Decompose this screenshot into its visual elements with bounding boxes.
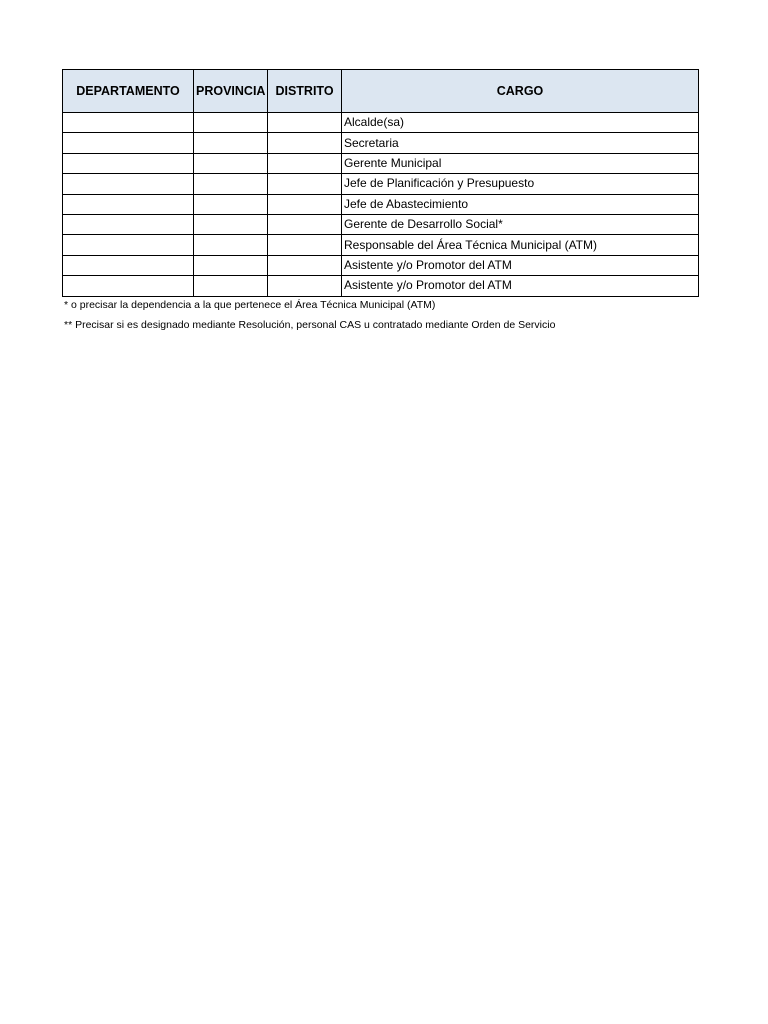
table-row [63,255,699,275]
cell-provincia[interactable] [194,194,268,214]
cell-distrito[interactable] [268,194,342,214]
header-provincia: PROVINCIA [194,70,268,113]
cell-departamento[interactable] [63,276,194,296]
table-header-row [63,70,699,113]
cell-departamento[interactable] [63,194,194,214]
table-row [63,174,699,194]
table-row [63,235,699,255]
cell-cargo[interactable]: Responsable del Área Técnica Municipal (ATM) [342,235,699,255]
cell-departamento[interactable] [63,255,194,275]
cell-provincia[interactable] [194,214,268,234]
cell-distrito[interactable] [268,235,342,255]
table-row [63,194,699,214]
cell-departamento[interactable] [63,214,194,234]
cell-departamento[interactable] [63,133,194,153]
header-distrito: DISTRITO [268,70,342,113]
cell-provincia[interactable] [194,113,268,133]
cell-distrito[interactable] [268,276,342,296]
header-cargo: CARGO [342,70,699,113]
table-row [63,153,699,173]
cell-departamento[interactable] [63,153,194,173]
cell-distrito[interactable] [268,153,342,173]
cell-cargo[interactable]: Asistente y/o Promotor del ATM [342,255,699,275]
cell-distrito[interactable] [268,214,342,234]
cell-cargo[interactable]: Jefe de Planificación y Presupuesto [342,174,699,194]
table-row [63,214,699,234]
cell-cargo[interactable]: Jefe de Abastecimiento [342,194,699,214]
cell-cargo[interactable]: Secretaria [342,133,699,153]
cell-provincia[interactable] [194,133,268,153]
cell-cargo[interactable]: Alcalde(sa) [342,113,699,133]
cell-provincia[interactable] [194,276,268,296]
footnote-dependencia: * o precisar la dependencia a la que pertenece el Área Técnica Municipal (ATM) [64,299,436,311]
cell-provincia[interactable] [194,235,268,255]
cell-provincia[interactable] [194,174,268,194]
table-row [63,133,699,153]
cell-departamento[interactable] [63,113,194,133]
cell-departamento[interactable] [63,174,194,194]
cell-cargo[interactable]: Asistente y/o Promotor del ATM [342,276,699,296]
footnote-designacion: ** Precisar si es designado mediante Resolución, personal CAS u contratado mediante Orden de Servicio [64,319,556,331]
cell-distrito[interactable] [268,255,342,275]
table-row [63,276,699,296]
cell-provincia[interactable] [194,153,268,173]
cell-cargo[interactable]: Gerente de Desarrollo Social* [342,214,699,234]
table-row [63,113,699,133]
cell-departamento[interactable] [63,235,194,255]
header-departamento: DEPARTAMENTO [63,70,194,113]
cargo-table [62,69,699,297]
cell-provincia[interactable] [194,255,268,275]
cell-cargo[interactable]: Gerente Municipal [342,153,699,173]
cell-distrito[interactable] [268,113,342,133]
cell-distrito[interactable] [268,133,342,153]
cell-distrito[interactable] [268,174,342,194]
